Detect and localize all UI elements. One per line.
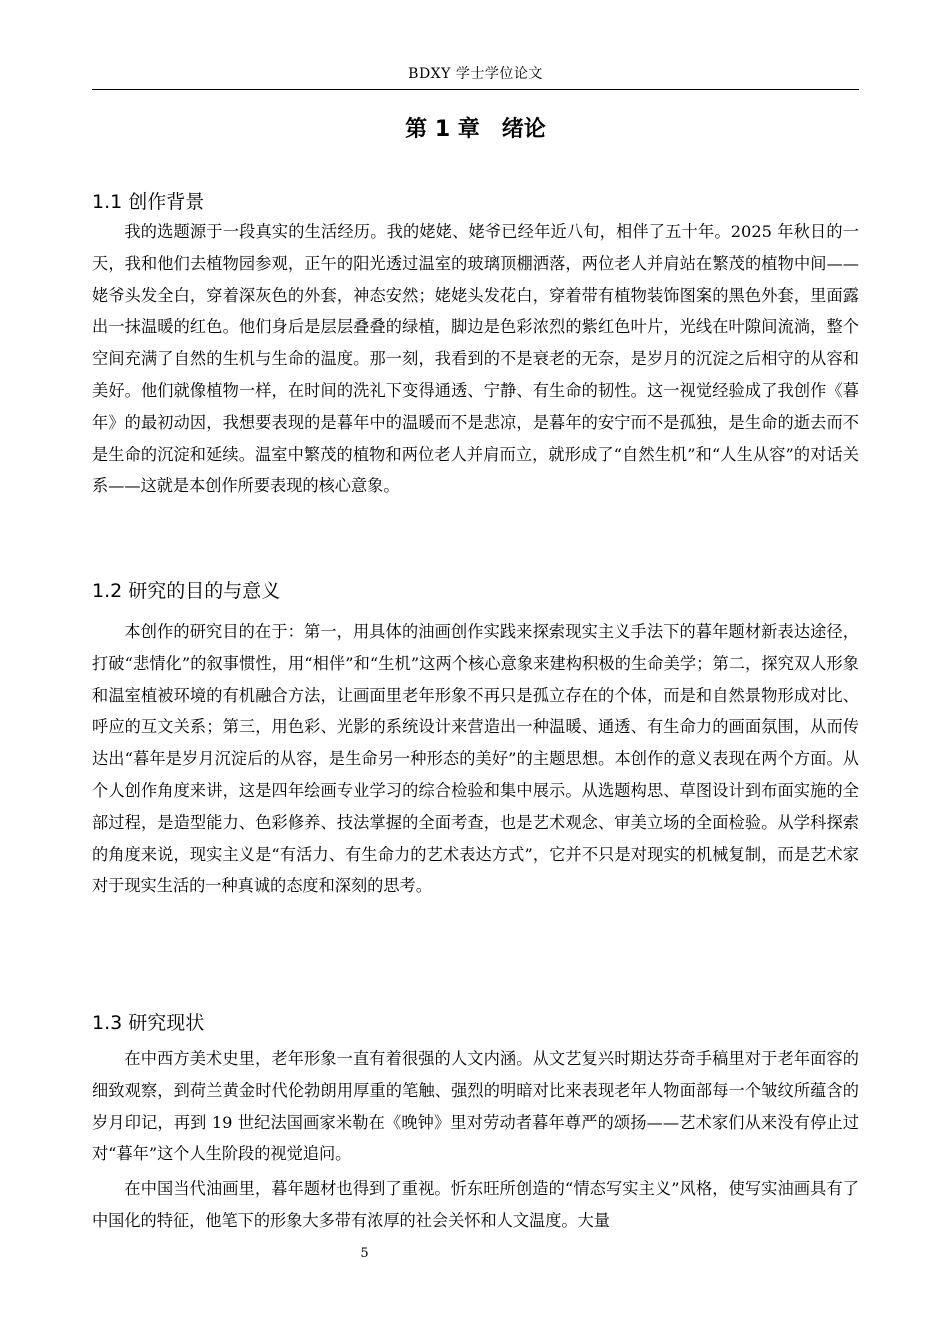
- page-number: 5: [360, 1246, 369, 1261]
- body-paragraph: 在中西方美术史里，老年形象一直有着很强的人文内涵。从文艺复兴时期达芬奇手稿里对于老年面容的细致观察，到荷兰黄金时代伦勃朗用厚重的笔触、强烈的明暗对比来表现老年人物面部每一个皱纹所蕴含的岁月印记，再到 19 世纪法国画家米勒在《晚钟》里对劳动者暮年尊严的颂扬——艺术家们从来没有停止过对“暮年”这个人生阶段的视觉追问。: [92, 1049, 859, 1164]
- header-rule: [92, 89, 859, 90]
- body-paragraph: 我的选题源于一段真实的生活经历。我的姥姥、姥爷已经年近八旬，相伴了五十年。2025 年秋日的一天，我和他们去植物园参观，正午的阳光透过温室的玻璃顶棚洒落，两位老人并肩站在繁茂的植物中间——姥爷头发全白，穿着深灰色的外套，神态安然；姥姥头发花白，穿着带有植物装饰图案的黑色外套，里面露出一抹温暖的红色。他们身后是层层叠叠的绿植，脚边是色彩浓烈的紫红色叶片，光线在叶隙间流淌，整个空间充满了自然的生机与生命的温度。那一刻，我看到的不是衰老的无奈，是岁月的沉淀之后相守的从容和美好。他们就像植物一样，在时间的洗礼下变得通透、宁静、有生命的韧性。这一视觉经验成了我创作《暮年》的最初动因，我想要表现的是暮年中的温暖而不是悲凉，是暮年的安宁而不是孤独，是生命的逝去而不是生命的沉淀和延续。温室中繁茂的植物和两位老人并肩而立，就形成了“自然生机”和“人生从容”的对话关系——这就是本创作所要表现的核心意象。: [92, 222, 859, 496]
- body-paragraph: 在中国当代油画里，暮年题材也得到了重视。忻东旺所创造的“情态写实主义”风格，使写实油画具有了中国化的特征，他笔下的形象大多带有浓厚的社会关怀和人文温度。大量: [92, 1179, 859, 1230]
- running-header: BDXY 学士学位论文: [408, 66, 543, 82]
- chapter-title: 第 1 章 绪论: [405, 117, 546, 142]
- section-heading-1-1: 1.1 创作背景: [92, 191, 205, 213]
- section-heading-1-2: 1.2 研究的目的与意义: [92, 580, 281, 602]
- section-heading-1-3: 1.3 研究现状: [92, 1012, 205, 1034]
- body-paragraph: 本创作的研究目的在于：第一，用具体的油画创作实践来探索现实主义手法下的暮年题材新表达途径，打破“悲情化”的叙事惯性，用“相伴”和“生机”这两个核心意象来建构积极的生命美学；第二，探究双人形象和温室植被环境的有机融合方法，让画面里老年形象不再只是孤立存在的个体，而是和自然景物形成对比、呼应的互文关系；第三，用色彩、光影的系统设计来营造出一种温暖、通透、有生命力的画面氛围，从而传达出“暮年是岁月沉淀后的从容，是生命另一种形态的美好”的主题思想。本创作的意义表现在两个方面。从个人创作角度来讲，这是四年绘画专业学习的综合检验和集中展示。从选题构思、草图设计到布面实施的全部过程，是造型能力、色彩修养、技法掌握的全面考查，也是艺术观念、审美立场的全面检验。从学科探索的角度来说，现实主义是“有活力、有生命力的艺术表达方式”，它并不只是对现实的机械复制，而是艺术家对于现实生活的一种真诚的态度和深刻的思考。: [92, 622, 859, 896]
